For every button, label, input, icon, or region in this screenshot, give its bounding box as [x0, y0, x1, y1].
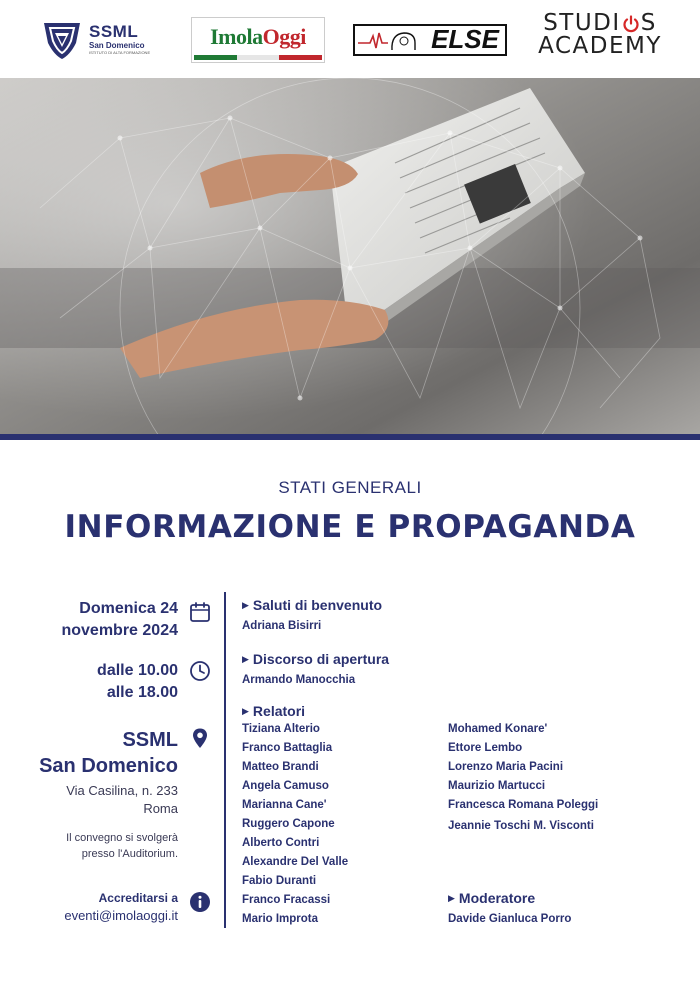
info-icon	[189, 891, 211, 913]
speaker-name: Franco Fracassi	[242, 894, 331, 906]
speaker-name: Maurizio Martucci	[448, 780, 546, 792]
logo-bar	[0, 0, 700, 78]
registration-email[interactable]: eventi@imolaoggi.it	[64, 908, 178, 923]
speaker-name: Jeannie Toschi M. Visconti	[448, 820, 594, 832]
calendar-icon	[189, 601, 211, 623]
venue-name-line2: San Domenico	[39, 755, 178, 777]
speakers-column-a	[242, 720, 348, 929]
ssml-logo-name: SSML	[89, 22, 139, 41]
column-divider	[224, 592, 226, 928]
else-logo	[353, 24, 507, 56]
speakers-column-b	[448, 720, 598, 836]
speaker-name: Angela Camuso	[242, 780, 329, 792]
speaker-name: Fabio Duranti	[242, 875, 317, 887]
event-time	[97, 660, 178, 704]
heartbeat-head-icon	[358, 30, 418, 52]
event-date	[61, 598, 178, 642]
venue-note-line1: Il convegno si svolgerà	[66, 832, 178, 844]
speaker-name: Mario Improta	[242, 913, 319, 925]
opening-speaker: Armando Manocchia	[242, 674, 356, 686]
italian-flag-stripe	[194, 55, 322, 60]
event-time-line2: alle 18.00	[106, 684, 178, 701]
imolaoggi-logo	[191, 17, 325, 63]
studios-logo-word-b: S	[640, 10, 657, 36]
speaker-name: Franco Battaglia	[242, 742, 333, 754]
event-date-line2: novembre 2024	[61, 622, 178, 639]
venue-name-line1: SSML	[122, 729, 178, 751]
venue-note-line2: presso l'Auditorium.	[81, 848, 178, 860]
clock-icon	[189, 660, 211, 682]
hero-bottom-band	[0, 434, 700, 440]
speaker-name: Alberto Contri	[242, 837, 320, 849]
imolaoggi-logo-part1: Imola	[210, 24, 263, 49]
studios-logo-word-a: STUDI	[543, 10, 621, 36]
welcome-speaker: Adriana Bisirri	[242, 620, 322, 632]
program-moderator	[448, 889, 571, 929]
triangle-bullet-icon: ▶	[242, 706, 249, 716]
triangle-bullet-icon: ▶	[242, 600, 249, 610]
event-title: INFORMAZIONE E PROPAGANDA	[64, 509, 636, 545]
speakers-heading: Relatori	[252, 703, 306, 719]
ssml-logo	[40, 10, 155, 68]
registration-info	[64, 889, 178, 925]
triangle-bullet-icon: ▶	[448, 893, 455, 903]
studios-logo-academy: ACADEMY	[538, 33, 662, 59]
venue-address-line2: Roma	[143, 801, 178, 816]
speaker-name: Marianna Cane'	[242, 799, 327, 811]
event-date-line1: Domenica 24	[79, 600, 178, 617]
hero-newspaper-image	[0, 78, 700, 438]
ssml-shield-icon	[40, 17, 84, 61]
else-logo-name: ELSE	[431, 24, 499, 54]
venue-address-line1: Via Casilina, n. 233	[66, 783, 178, 798]
program-welcome	[242, 596, 382, 636]
speaker-name: Matteo Brandi	[242, 761, 319, 773]
registration-label: Accreditarsi a	[98, 891, 178, 905]
speaker-name: Tiziana Alterio	[242, 723, 320, 735]
location-pin-icon	[189, 727, 211, 749]
studios-academy-logo	[540, 12, 660, 70]
hero-illustration	[0, 78, 700, 438]
moderator-name: Davide Gianluca Porro	[448, 913, 572, 925]
event-time-line1: dalle 10.00	[97, 662, 178, 679]
speaker-name: Alexandre Del Valle	[242, 856, 349, 868]
speaker-name: Francesca Romana Poleggi	[448, 799, 599, 811]
opening-heading: Discorso di apertura	[252, 651, 390, 667]
welcome-heading: Saluti di benvenuto	[252, 597, 383, 613]
speaker-name: Ruggero Capone	[242, 818, 335, 830]
speaker-name: Ettore Lembo	[448, 742, 523, 754]
event-kicker: STATI GENERALI	[278, 478, 422, 497]
program-opening	[242, 650, 389, 690]
program-speakers	[242, 702, 305, 720]
moderator-heading: Moderatore	[458, 890, 536, 906]
ssml-logo-subtitle: San Domenico	[89, 41, 145, 50]
speaker-name: Mohamed Konare'	[448, 723, 548, 735]
ssml-logo-tagline: ISTITUTO DI ALTA FORMAZIONE	[89, 50, 151, 55]
speaker-name: Lorenzo Maria Pacini	[448, 761, 564, 773]
imolaoggi-logo-part2: Oggi	[262, 24, 306, 49]
event-venue	[39, 727, 178, 862]
triangle-bullet-icon: ▶	[242, 654, 249, 664]
power-icon	[622, 15, 640, 33]
